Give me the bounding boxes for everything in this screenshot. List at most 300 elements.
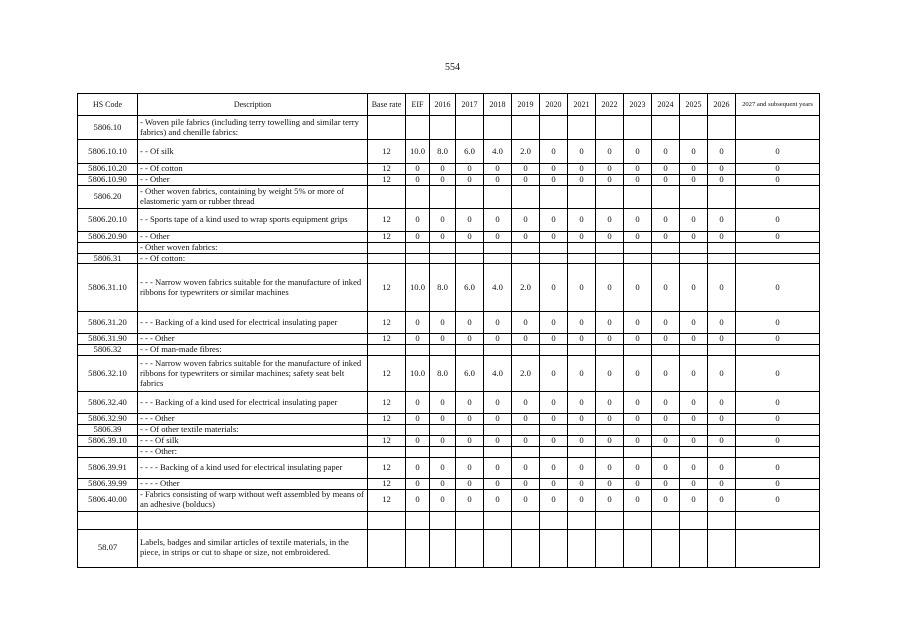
rate-cell: 12 xyxy=(368,457,406,478)
hs-code-cell: 5806.10.10 xyxy=(78,140,138,164)
rate-cell: 0 xyxy=(540,478,568,489)
hs-code-cell xyxy=(78,242,138,253)
rate-cell xyxy=(512,185,540,208)
rate-cell: 0 xyxy=(708,478,736,489)
rate-cell: 0 xyxy=(736,392,820,414)
rate-cell: 0 xyxy=(736,312,820,334)
header-base-rate: Base rate xyxy=(368,94,406,116)
rate-cell: 0 xyxy=(652,264,680,312)
header-2022: 2022 xyxy=(596,94,624,116)
rate-cell: 0 xyxy=(484,231,512,242)
rate-cell: 0 xyxy=(652,356,680,392)
table-row xyxy=(78,164,820,175)
rate-cell: 12 xyxy=(368,356,406,392)
hs-code-cell: 5806.32.40 xyxy=(78,392,138,414)
rate-cell: 0 xyxy=(540,208,568,231)
rate-cell: 0 xyxy=(596,457,624,478)
rate-cell xyxy=(430,253,456,264)
rate-cell: 0 xyxy=(708,334,736,345)
header-2023: 2023 xyxy=(624,94,652,116)
rate-cell xyxy=(708,185,736,208)
rate-cell: 0 xyxy=(430,489,456,511)
rate-cell: 0 xyxy=(568,174,596,185)
rate-cell: 0 xyxy=(596,164,624,175)
table-row xyxy=(78,414,820,425)
rate-cell: 0 xyxy=(680,457,708,478)
description-cell: - - - - Other xyxy=(138,478,368,489)
description-cell: - - - Narrow woven fabrics suitable for the manufacture of inked ribbons for typewriters or similar machines; safety seat belt fabrics xyxy=(138,356,368,392)
rate-cell: 0 xyxy=(456,489,484,511)
rate-cell: 0 xyxy=(596,264,624,312)
header-2024: 2024 xyxy=(652,94,680,116)
rate-cell xyxy=(736,116,820,140)
header-2027-and-subsequent-years: 2027 and subsequent years xyxy=(736,94,820,116)
hs-code-cell: 5806.31 xyxy=(78,253,138,264)
rate-cell xyxy=(456,253,484,264)
rate-cell: 0 xyxy=(708,414,736,425)
rate-cell xyxy=(708,425,736,436)
rate-cell xyxy=(368,345,406,356)
rate-cell xyxy=(736,345,820,356)
rate-cell: 0 xyxy=(430,312,456,334)
rate-cell: 0 xyxy=(708,489,736,511)
rate-cell xyxy=(568,242,596,253)
rate-cell: 0 xyxy=(596,414,624,425)
rate-cell: 0 xyxy=(540,356,568,392)
rate-cell: 0 xyxy=(596,231,624,242)
rate-cell xyxy=(680,529,708,567)
rate-cell xyxy=(680,345,708,356)
rate-cell: 0 xyxy=(624,478,652,489)
rate-cell xyxy=(484,242,512,253)
rate-cell: 0 xyxy=(568,264,596,312)
rate-cell: 0 xyxy=(406,457,430,478)
rate-cell xyxy=(430,345,456,356)
rate-cell: 0 xyxy=(540,489,568,511)
rate-cell: 0 xyxy=(652,208,680,231)
rate-cell: 0 xyxy=(680,231,708,242)
rate-cell: 0 xyxy=(430,208,456,231)
table-row xyxy=(78,392,820,414)
rate-cell xyxy=(512,529,540,567)
rate-cell: 0 xyxy=(512,392,540,414)
rate-cell: 0 xyxy=(708,231,736,242)
rate-cell xyxy=(652,242,680,253)
rate-cell: 0 xyxy=(512,174,540,185)
rate-cell: 0 xyxy=(736,414,820,425)
table-row xyxy=(78,356,820,392)
rate-cell: 0 xyxy=(406,489,430,511)
rate-cell: 0 xyxy=(484,208,512,231)
rate-cell: 0 xyxy=(624,489,652,511)
header-2018: 2018 xyxy=(484,94,512,116)
description-cell: - - - Other xyxy=(138,414,368,425)
rate-cell xyxy=(430,529,456,567)
rate-cell xyxy=(624,253,652,264)
rate-cell: 0 xyxy=(484,392,512,414)
rate-cell: 0 xyxy=(736,174,820,185)
table-row xyxy=(78,174,820,185)
table-row xyxy=(78,231,820,242)
rate-cell: 0 xyxy=(512,164,540,175)
rate-cell: 0 xyxy=(624,457,652,478)
rate-cell xyxy=(736,511,820,529)
rate-cell: 0 xyxy=(430,174,456,185)
rate-cell: 0 xyxy=(680,478,708,489)
rate-cell: 0 xyxy=(406,174,430,185)
rate-cell: 4.0 xyxy=(484,264,512,312)
table-row xyxy=(78,457,820,478)
rate-cell xyxy=(406,253,430,264)
rate-cell xyxy=(512,253,540,264)
rate-cell: 0 xyxy=(568,312,596,334)
rate-cell: 4.0 xyxy=(484,140,512,164)
header-2025: 2025 xyxy=(680,94,708,116)
rate-cell: 0 xyxy=(568,414,596,425)
rate-cell xyxy=(540,425,568,436)
rate-cell: 0 xyxy=(568,208,596,231)
rate-cell: 0 xyxy=(736,231,820,242)
rate-cell xyxy=(624,425,652,436)
rate-cell: 0 xyxy=(652,164,680,175)
rate-cell: 2.0 xyxy=(512,356,540,392)
rate-cell: 0 xyxy=(484,489,512,511)
rate-cell xyxy=(430,446,456,457)
rate-cell: 0 xyxy=(512,435,540,446)
rate-cell xyxy=(624,116,652,140)
rate-cell xyxy=(624,185,652,208)
rate-cell: 0 xyxy=(708,312,736,334)
rate-cell xyxy=(484,345,512,356)
header-2021: 2021 xyxy=(568,94,596,116)
rate-cell: 0 xyxy=(736,164,820,175)
rate-cell xyxy=(680,425,708,436)
description-cell: - - Other xyxy=(138,231,368,242)
rate-cell: 0 xyxy=(624,435,652,446)
rate-cell: 0 xyxy=(596,435,624,446)
header-2017: 2017 xyxy=(456,94,484,116)
rate-cell: 0 xyxy=(624,334,652,345)
rate-cell: 0 xyxy=(652,489,680,511)
rate-cell xyxy=(596,116,624,140)
rate-cell: 0 xyxy=(512,312,540,334)
table-row xyxy=(78,345,820,356)
rate-cell xyxy=(708,446,736,457)
hs-code-cell: 5806.32 xyxy=(78,345,138,356)
rate-cell: 0 xyxy=(406,334,430,345)
description-cell: - Other woven fabrics: xyxy=(138,242,368,253)
rate-cell: 0 xyxy=(736,356,820,392)
rate-cell: 0 xyxy=(708,392,736,414)
rate-cell: 0 xyxy=(708,140,736,164)
rate-cell: 0 xyxy=(540,140,568,164)
rate-cell xyxy=(540,253,568,264)
rate-cell xyxy=(736,446,820,457)
rate-cell xyxy=(406,116,430,140)
hs-code-cell: 5806.20 xyxy=(78,185,138,208)
rate-cell: 0 xyxy=(652,312,680,334)
rate-cell: 0 xyxy=(456,435,484,446)
rate-cell xyxy=(736,253,820,264)
table-row xyxy=(78,264,820,312)
description-cell: - - Of silk xyxy=(138,140,368,164)
rate-cell xyxy=(736,242,820,253)
rate-cell xyxy=(484,425,512,436)
rate-cell: 0 xyxy=(680,164,708,175)
table-row xyxy=(78,529,820,567)
rate-cell: 0 xyxy=(652,334,680,345)
rate-cell: 0 xyxy=(484,174,512,185)
rate-cell xyxy=(368,529,406,567)
table-row xyxy=(78,478,820,489)
rate-cell: 0 xyxy=(708,356,736,392)
table-row xyxy=(78,446,820,457)
rate-cell xyxy=(540,446,568,457)
rate-cell: 0 xyxy=(568,457,596,478)
rate-cell: 0 xyxy=(680,489,708,511)
description-cell: - - - - Backing of a kind used for electrical insulating paper xyxy=(138,457,368,478)
rate-cell xyxy=(484,253,512,264)
rate-cell: 0 xyxy=(652,457,680,478)
rate-cell: 0 xyxy=(596,392,624,414)
rate-cell: 12 xyxy=(368,264,406,312)
rate-cell: 0 xyxy=(736,457,820,478)
table-row xyxy=(78,435,820,446)
rate-cell: 0 xyxy=(540,392,568,414)
rate-cell: 0 xyxy=(624,392,652,414)
rate-cell: 0 xyxy=(568,231,596,242)
rate-cell: 0 xyxy=(680,312,708,334)
table-row xyxy=(78,185,820,208)
rate-cell: 0 xyxy=(568,435,596,446)
rate-cell xyxy=(456,446,484,457)
rate-cell: 0 xyxy=(596,174,624,185)
hs-code-cell xyxy=(78,446,138,457)
rate-cell xyxy=(568,529,596,567)
description-cell: - - - Other: xyxy=(138,446,368,457)
rate-cell: 0 xyxy=(430,435,456,446)
rate-cell xyxy=(406,511,430,529)
rate-cell: 2.0 xyxy=(512,264,540,312)
hs-code-cell: 5806.20.90 xyxy=(78,231,138,242)
rate-cell xyxy=(596,345,624,356)
header-2020: 2020 xyxy=(540,94,568,116)
rate-cell xyxy=(430,425,456,436)
rate-cell: 0 xyxy=(456,208,484,231)
rate-cell: 0 xyxy=(512,414,540,425)
rate-cell: 0 xyxy=(624,174,652,185)
rate-cell xyxy=(456,242,484,253)
rate-cell: 0 xyxy=(540,414,568,425)
rate-cell: 0 xyxy=(430,334,456,345)
rate-cell xyxy=(456,345,484,356)
rate-cell xyxy=(624,345,652,356)
page-number: 554 xyxy=(445,62,460,73)
rate-cell xyxy=(708,116,736,140)
rate-cell: 0 xyxy=(540,264,568,312)
description-cell: - Woven pile fabrics (including terry towelling and similar terry fabrics) and chenille fabrics: xyxy=(138,116,368,140)
rate-cell: 0 xyxy=(624,356,652,392)
description-cell: Labels, badges and similar articles of textile materials, in the piece, in strips or cut to shape or size, not embroidered. xyxy=(138,529,368,567)
hs-code-cell xyxy=(78,511,138,529)
rate-cell xyxy=(596,185,624,208)
rate-cell: 6.0 xyxy=(456,356,484,392)
rate-cell: 0 xyxy=(708,435,736,446)
rate-cell xyxy=(708,529,736,567)
hs-code-cell: 58.07 xyxy=(78,529,138,567)
rate-cell: 0 xyxy=(406,208,430,231)
rate-cell: 0 xyxy=(484,414,512,425)
rate-cell: 0 xyxy=(456,457,484,478)
header-2026: 2026 xyxy=(708,94,736,116)
rate-cell: 12 xyxy=(368,435,406,446)
rate-cell xyxy=(540,511,568,529)
hs-code-cell: 5806.10.20 xyxy=(78,164,138,175)
rate-cell xyxy=(596,529,624,567)
rate-cell xyxy=(368,446,406,457)
rate-cell xyxy=(484,529,512,567)
rate-cell: 0 xyxy=(708,164,736,175)
rate-cell: 0 xyxy=(736,435,820,446)
rate-cell: 0 xyxy=(568,356,596,392)
rate-cell xyxy=(708,253,736,264)
rate-cell: 0 xyxy=(512,457,540,478)
description-cell: - - Of cotton: xyxy=(138,253,368,264)
rate-cell xyxy=(484,116,512,140)
rate-cell: 0 xyxy=(568,334,596,345)
rate-cell: 0 xyxy=(430,414,456,425)
rate-cell xyxy=(430,116,456,140)
rate-cell: 0 xyxy=(652,435,680,446)
rate-cell xyxy=(708,242,736,253)
rate-cell: 0 xyxy=(430,392,456,414)
rate-cell xyxy=(456,116,484,140)
rate-cell xyxy=(736,425,820,436)
rate-cell xyxy=(456,529,484,567)
header-row xyxy=(78,94,820,116)
rate-cell xyxy=(406,185,430,208)
rate-cell: 0 xyxy=(456,312,484,334)
description-cell: - - - Of silk xyxy=(138,435,368,446)
header-description: Description xyxy=(138,94,368,116)
rate-cell: 0 xyxy=(624,140,652,164)
rate-cell xyxy=(596,242,624,253)
tariff-body xyxy=(78,116,820,568)
rate-cell: 10.0 xyxy=(406,264,430,312)
rate-cell: 0 xyxy=(406,231,430,242)
rate-cell: 0 xyxy=(430,231,456,242)
rate-cell: 0 xyxy=(456,334,484,345)
rate-cell: 0 xyxy=(596,312,624,334)
rate-cell: 0 xyxy=(540,164,568,175)
rate-cell: 0 xyxy=(652,478,680,489)
table-row xyxy=(78,489,820,511)
rate-cell: 0 xyxy=(596,356,624,392)
rate-cell: 0 xyxy=(736,140,820,164)
rate-cell xyxy=(736,529,820,567)
rate-cell: 10.0 xyxy=(406,140,430,164)
hs-code-cell: 5806.32.10 xyxy=(78,356,138,392)
hs-code-cell: 5806.31.10 xyxy=(78,264,138,312)
rate-cell xyxy=(512,345,540,356)
rate-cell: 0 xyxy=(484,164,512,175)
rate-cell xyxy=(540,345,568,356)
rate-cell: 2.0 xyxy=(512,140,540,164)
hs-code-cell: 5806.39 xyxy=(78,425,138,436)
rate-cell: 12 xyxy=(368,164,406,175)
rate-cell: 0 xyxy=(406,392,430,414)
table-row xyxy=(78,208,820,231)
rate-cell xyxy=(680,242,708,253)
description-cell: - Fabrics consisting of warp without weft assembled by means of an adhesive (bolducs) xyxy=(138,489,368,511)
rate-cell: 12 xyxy=(368,478,406,489)
description-cell: - - - Narrow woven fabrics suitable for the manufacture of inked ribbons for typewriters or similar machines xyxy=(138,264,368,312)
rate-cell: 4.0 xyxy=(484,356,512,392)
rate-cell: 0 xyxy=(406,435,430,446)
rate-cell xyxy=(652,446,680,457)
rate-cell: 0 xyxy=(736,489,820,511)
rate-cell: 0 xyxy=(736,334,820,345)
rate-cell: 0 xyxy=(680,435,708,446)
rate-cell: 6.0 xyxy=(456,140,484,164)
rate-cell xyxy=(368,511,406,529)
rate-cell xyxy=(568,511,596,529)
rate-cell xyxy=(680,253,708,264)
rate-cell: 0 xyxy=(484,312,512,334)
description-cell: - - Other xyxy=(138,174,368,185)
table-row xyxy=(78,140,820,164)
table-row xyxy=(78,116,820,140)
rate-cell xyxy=(456,511,484,529)
rate-cell: 0 xyxy=(456,478,484,489)
rate-cell: 0 xyxy=(568,392,596,414)
rate-cell xyxy=(708,345,736,356)
rate-cell: 0 xyxy=(624,414,652,425)
rate-cell: 0 xyxy=(736,208,820,231)
hs-code-cell: 5806.39.10 xyxy=(78,435,138,446)
rate-cell: 12 xyxy=(368,231,406,242)
table-row xyxy=(78,334,820,345)
rate-cell xyxy=(540,529,568,567)
rate-cell: 0 xyxy=(512,208,540,231)
hs-code-cell: 5806.10 xyxy=(78,116,138,140)
rate-cell: 0 xyxy=(456,231,484,242)
header-eif: EIF xyxy=(406,94,430,116)
rate-cell: 12 xyxy=(368,312,406,334)
rate-cell: 0 xyxy=(680,392,708,414)
rate-cell: 0 xyxy=(456,164,484,175)
hs-code-cell: 5806.40.00 xyxy=(78,489,138,511)
table-row xyxy=(78,511,820,529)
rate-cell: 0 xyxy=(596,140,624,164)
hs-code-cell: 5806.39.91 xyxy=(78,457,138,478)
rate-cell xyxy=(652,511,680,529)
description-cell: - - Of man-made fibres: xyxy=(138,345,368,356)
rate-cell: 0 xyxy=(680,264,708,312)
rate-cell xyxy=(368,116,406,140)
rate-cell: 0 xyxy=(406,414,430,425)
rate-cell xyxy=(596,511,624,529)
rate-cell: 0 xyxy=(680,174,708,185)
rate-cell xyxy=(430,185,456,208)
rate-cell: 0 xyxy=(484,478,512,489)
table-row xyxy=(78,253,820,264)
rate-cell: 0 xyxy=(596,334,624,345)
description-cell: - - - Backing of a kind used for electrical insulating paper xyxy=(138,392,368,414)
rate-cell: 0 xyxy=(512,489,540,511)
rate-cell: 0 xyxy=(652,231,680,242)
rate-cell xyxy=(652,116,680,140)
